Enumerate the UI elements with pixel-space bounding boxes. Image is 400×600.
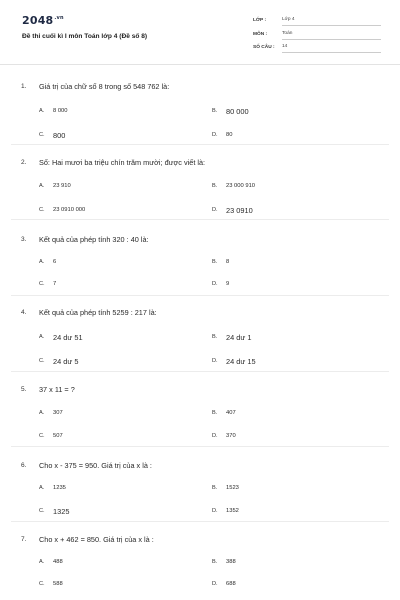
logo-main: 2048 (22, 14, 54, 27)
question-divider (11, 371, 389, 372)
option-letter: C. (39, 281, 45, 287)
meta-value-subject: Toán (282, 29, 381, 40)
option-value: 507 (53, 433, 63, 439)
option-value: 370 (226, 433, 236, 439)
option-letter: A. (39, 410, 45, 416)
exam-meta (253, 15, 381, 56)
page-header (0, 0, 400, 65)
question-number: 5. (21, 385, 27, 393)
option-letter: A. (39, 108, 45, 114)
question-text: Kết quả của phép tính 5259 : 217 là: (39, 307, 157, 317)
meta-value-class: Lớp 4 (282, 15, 381, 26)
question-number: 7. (21, 535, 27, 543)
option-value: 23 0910 000 (53, 207, 86, 213)
option-letter: A. (39, 183, 45, 189)
option-letter: B. (212, 334, 218, 340)
option-letter: D. (212, 207, 218, 213)
question-line (21, 156, 205, 168)
option-value: 588 (53, 581, 63, 587)
option-b[interactable] (212, 332, 252, 342)
option-letter: B. (212, 108, 218, 114)
option-a[interactable] (39, 408, 63, 418)
logo-suffix: .vn (54, 15, 64, 22)
option-value: 8 000 (53, 108, 68, 114)
option-b[interactable] (212, 106, 249, 116)
question-number: 1. (21, 82, 27, 90)
option-c[interactable] (39, 431, 63, 441)
question-text: Kết quả của phép tính 320 : 40 là: (39, 234, 149, 244)
question-number: 2. (21, 158, 27, 166)
question-divider (11, 446, 389, 447)
option-d[interactable] (212, 205, 253, 215)
option-letter: B. (212, 485, 218, 491)
option-a[interactable] (39, 181, 71, 191)
question-divider (11, 144, 389, 145)
meta-row-class (253, 15, 381, 26)
question-line (21, 459, 152, 471)
option-c[interactable] (39, 130, 65, 140)
option-letter: C. (39, 132, 45, 138)
question-number: 3. (21, 235, 27, 243)
question-line (21, 306, 157, 318)
option-c[interactable] (39, 356, 79, 366)
option-d[interactable] (212, 356, 256, 366)
meta-label: MÔN : (253, 31, 268, 37)
option-value: 24 dư 5 (53, 356, 79, 366)
meta-row-count (253, 42, 381, 53)
question-text: Số: Hai mươi ba triệu chín trăm mười; được viết là: (39, 157, 206, 167)
option-letter: D. (212, 433, 218, 439)
option-value: 1235 (53, 485, 66, 491)
option-a[interactable] (39, 257, 56, 267)
option-b[interactable] (212, 408, 236, 418)
option-letter: D. (212, 581, 218, 587)
option-a[interactable] (39, 106, 68, 116)
option-letter: B. (212, 559, 218, 565)
option-letter: C. (39, 433, 45, 439)
option-letter: A. (39, 485, 45, 491)
option-b[interactable] (212, 257, 229, 267)
question-divider (11, 521, 389, 522)
site-logo[interactable] (22, 14, 64, 27)
option-value: 24 dư 1 (226, 332, 252, 342)
option-letter: A. (39, 334, 45, 340)
option-d[interactable] (212, 579, 236, 589)
meta-value-count: 14 (282, 42, 381, 53)
exam-title: Đề thi cuối kì I môn Toán lớp 4 (Đề số 8) (22, 33, 148, 40)
question-number: 6. (21, 461, 27, 469)
option-c[interactable] (39, 506, 69, 516)
question-divider (11, 295, 389, 296)
option-d[interactable] (212, 431, 236, 441)
option-value: 23 000 910 (226, 183, 256, 189)
option-d[interactable] (212, 506, 239, 516)
option-value: 23 0910 (226, 205, 253, 215)
option-value: 407 (226, 410, 236, 416)
option-value: 388 (226, 559, 236, 565)
option-value: 800 (53, 130, 66, 140)
option-d[interactable] (212, 130, 232, 140)
option-letter: D. (212, 281, 218, 287)
option-value: 6 (53, 259, 57, 265)
option-a[interactable] (39, 557, 63, 567)
option-value: 1523 (226, 485, 239, 491)
question-line (21, 233, 149, 245)
option-c[interactable] (39, 279, 56, 289)
option-value: 80 000 (226, 106, 249, 116)
meta-label: LỚP : (253, 18, 267, 23)
option-value: 307 (53, 410, 63, 416)
option-value: 9 (226, 281, 230, 287)
option-value: 8 (226, 259, 230, 265)
option-letter: C. (39, 207, 45, 213)
option-letter: D. (212, 132, 218, 138)
question-number: 4. (21, 308, 27, 316)
question-line (21, 383, 75, 395)
option-value: 1325 (53, 506, 70, 516)
option-d[interactable] (212, 279, 229, 289)
option-c[interactable] (39, 205, 85, 215)
option-letter: B. (212, 410, 218, 416)
option-a[interactable] (39, 483, 66, 493)
option-letter: A. (39, 259, 45, 265)
option-b[interactable] (212, 483, 239, 493)
question-divider (11, 219, 389, 220)
question-line (21, 80, 169, 92)
option-letter: D. (212, 358, 218, 364)
option-letter: C. (39, 358, 45, 364)
option-letter: A. (39, 559, 45, 565)
option-letter: C. (39, 508, 45, 514)
option-letter: B. (212, 183, 218, 189)
question-text: 37 x 11 = ? (39, 384, 75, 394)
option-value: 24 dư 15 (226, 356, 256, 366)
option-letter: C. (39, 581, 45, 587)
question-line (21, 533, 154, 545)
option-letter: B. (212, 259, 218, 265)
meta-label: SỐ CÂU : (253, 45, 275, 50)
option-b[interactable] (212, 181, 255, 191)
question-text: Giá trị của chữ số 8 trong số 548 762 là: (39, 81, 170, 91)
question-text: Cho x - 375 = 950. Giá trị của x là : (39, 460, 152, 470)
option-value: 80 (226, 132, 233, 138)
option-b[interactable] (212, 557, 236, 567)
option-value: 24 dư 51 (53, 332, 83, 342)
option-value: 1352 (226, 508, 239, 514)
option-a[interactable] (39, 332, 83, 342)
option-value: 688 (226, 581, 236, 587)
option-value: 488 (53, 559, 63, 565)
option-value: 7 (53, 281, 57, 287)
option-c[interactable] (39, 579, 63, 589)
question-text: Cho x + 462 = 850. Giá trị của x là : (39, 534, 154, 544)
option-value: 23 910 (53, 183, 71, 189)
option-letter: D. (212, 508, 218, 514)
meta-row-subject (253, 29, 381, 40)
